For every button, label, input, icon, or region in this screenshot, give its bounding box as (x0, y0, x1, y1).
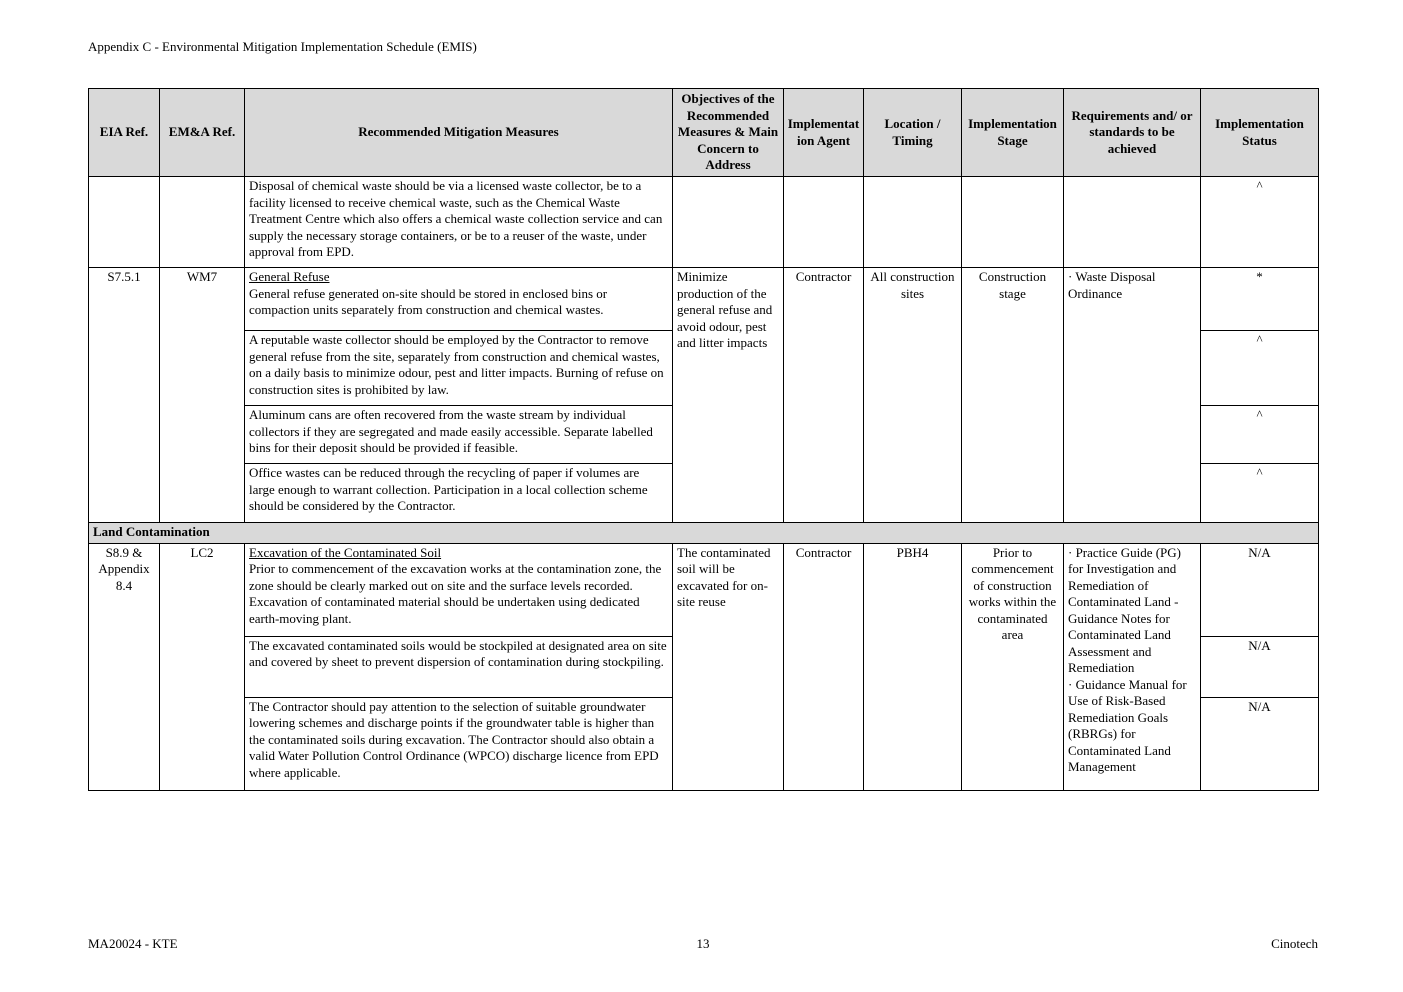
table-row (89, 177, 1319, 268)
measure-text: The Contractor should pay attention to the selection of suitable groundwater lowering schemes and discharge points if the groundwater table is higher than the contaminated soils during excavation. The Contractor should also obtain a valid Water Pollution Control Ordinance (WPCO) discharge licence from EPD where applicable. (249, 698, 659, 780)
measure-cell (245, 464, 673, 523)
stage-cell: Prior to commencement of construction works within the contaminated area (962, 543, 1064, 790)
measure-text: The excavated contaminated soils would be stockpiled at designated area on site and covered by sheet to prevent dispersion of contamination during stockpiling. (249, 637, 667, 669)
location-cell (864, 177, 962, 268)
status-cell: ^ (1201, 464, 1319, 523)
column-header-location-timing: Location / Timing (864, 89, 962, 177)
agent-cell (784, 177, 864, 268)
measure-text: Office wastes can be reduced through the recycling of paper if volumes are large enough to warrant collection. Participation in a local collection scheme should be considered by the Contractor. (249, 465, 648, 513)
column-header-status: Implementation Status (1201, 89, 1319, 177)
measure-text: Prior to commencement of the excavation works at the contamination zone, the zone should be clearly marked out on site and the surface levels recorded. Excavation of contaminated material should be undertaken using dedicated earth-moving plant. (249, 561, 662, 626)
section-header: Land Contamination (89, 523, 1319, 544)
table-header-row (89, 89, 1319, 177)
location-cell: PBH4 (864, 543, 962, 790)
eia-ref-cell: S7.5.1 (89, 268, 160, 523)
column-header-eia-ref: EIA Ref. (89, 89, 160, 177)
eia-ref-cell (89, 177, 160, 268)
table-row (89, 543, 1319, 636)
section-header-row (89, 523, 1319, 544)
measure-heading: Excavation of the Contaminated Soil (249, 544, 442, 560)
measure-text: General refuse generated on-site should be stored in enclosed bins or compaction units separately from construction and chemical wastes. (249, 285, 608, 317)
footer-page-number: 13 (696, 936, 710, 951)
ema-ref-cell (160, 177, 245, 268)
column-header-stage: Implementation Stage (962, 89, 1064, 177)
requirement-item: · Practice Guide (PG) for Investigation and Remediation of Contaminated Land - Guidance Notes for Contaminated Land Assessment and Remediation (1068, 544, 1181, 675)
stage-cell (962, 177, 1064, 268)
measure-cell (245, 331, 673, 406)
measure-text: A reputable waste collector should be employed by the Contractor to remove general refuse from the site, separately from construction and chemical wastes, on a daily basis to minimize odour, pest and litter impacts. Burning of refuse on construction sites is prohibited by law. (249, 332, 664, 397)
objectives-cell: The contaminated soil will be excavated for on-site reuse (673, 543, 784, 790)
column-header-ema-ref: EM&A Ref. (160, 89, 245, 177)
measure-text: Aluminum cans are often recovered from the waste stream by individual collectors if they are segregated and made easily accessible. Separate labelled bins for their deposit should be provided if feasible. (249, 407, 653, 455)
measure-cell (245, 406, 673, 464)
measure-heading: General Refuse (249, 269, 330, 284)
status-cell: ^ (1201, 177, 1319, 268)
eia-ref-cell: S8.9 & Appendix 8.4 (89, 543, 160, 790)
column-header-measures: Recommended Mitigation Measures (245, 89, 673, 177)
measure-cell (245, 697, 673, 790)
ema-ref-cell: LC2 (160, 543, 245, 790)
status-cell: N/A (1201, 543, 1319, 636)
table-row (89, 268, 1319, 331)
ema-ref-cell: WM7 (160, 268, 245, 523)
mitigation-schedule-table (88, 88, 1319, 791)
objectives-cell (673, 177, 784, 268)
stage-cell: Construction stage (962, 268, 1064, 523)
column-header-agent: Implementation Agent (784, 89, 864, 177)
status-cell: N/A (1201, 636, 1319, 697)
measure-cell (245, 636, 673, 697)
status-cell: ^ (1201, 406, 1319, 464)
agent-cell: Contractor (784, 543, 864, 790)
status-cell: ^ (1201, 331, 1319, 406)
measure-text: Disposal of chemical waste should be via a licensed waste collector, be to a facility licensed to receive chemical waste, such as the Chemical Waste Treatment Centre which also offers a chemical waste collection service and can supply the necessary storage containers, or be to a reuser of the waste, under approval from EPD. (249, 178, 663, 259)
agent-cell: Contractor (784, 268, 864, 523)
column-header-objectives: Objectives of the Recommended Measures & Main Concern to Address (673, 89, 784, 177)
measure-cell (245, 268, 673, 331)
document-title: Appendix C - Environmental Mitigation Implementation Schedule (EMIS) (88, 39, 477, 54)
measure-cell (245, 543, 673, 636)
column-header-requirements: Requirements and/ or standards to be achieved (1064, 89, 1201, 177)
status-cell: * (1201, 268, 1319, 331)
status-cell: N/A (1201, 697, 1319, 790)
requirement-item: · Waste Disposal Ordinance (1068, 269, 1156, 301)
requirements-cell (1064, 543, 1201, 790)
requirement-item: · Guidance Manual for Use of Risk-Based Remediation Goals (RBRGs) for Contaminated Land Management (1068, 676, 1187, 774)
page-footer (88, 936, 1318, 952)
requirements-cell (1064, 177, 1201, 268)
objectives-cell: Minimize production of the general refuse and avoid odour, pest and litter impacts (673, 268, 784, 523)
requirements-cell (1064, 268, 1201, 523)
footer-project-code: MA20024 - KTE (88, 936, 178, 951)
footer-company: Cinotech (1271, 936, 1318, 951)
location-cell: All construction sites (864, 268, 962, 523)
measure-cell (245, 177, 673, 268)
